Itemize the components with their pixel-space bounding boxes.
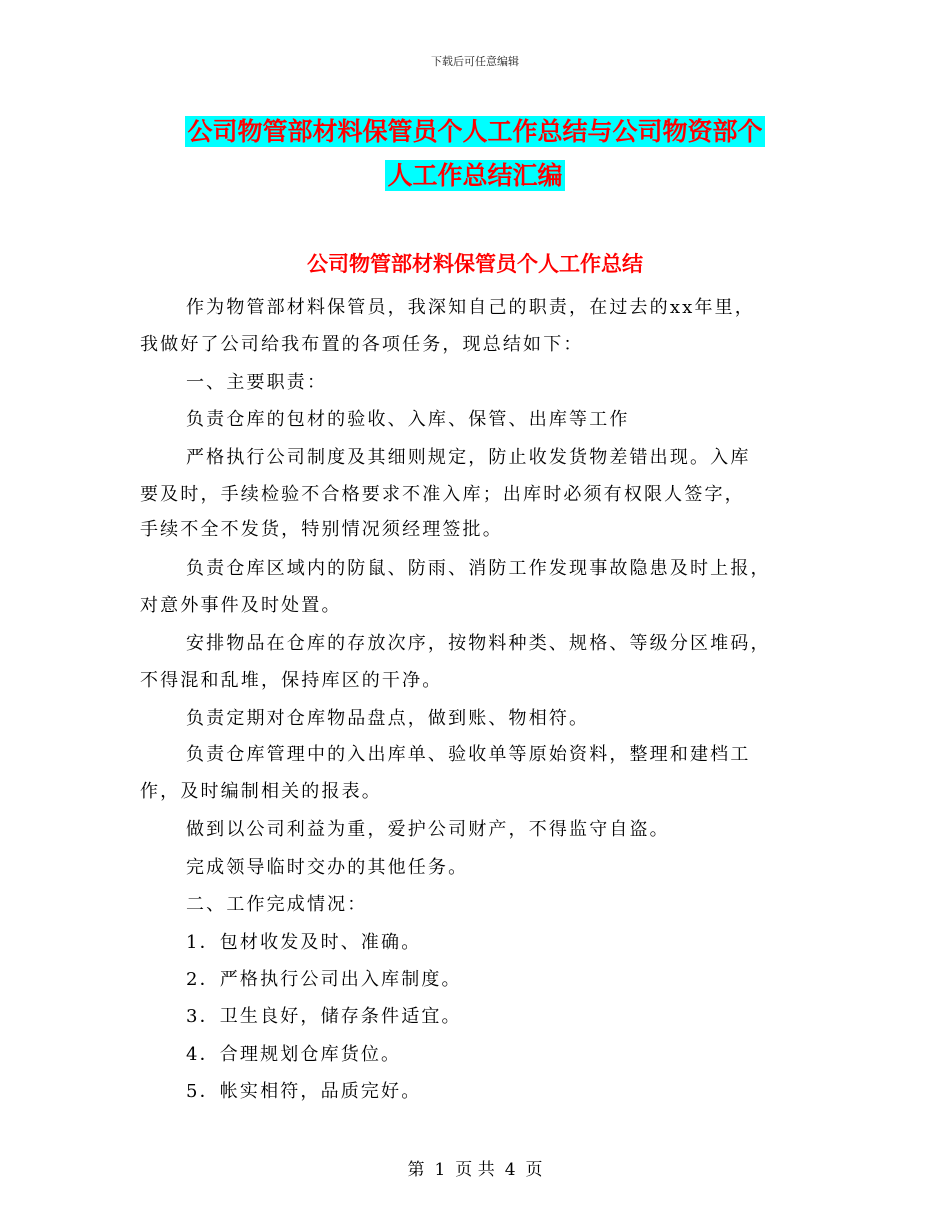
list-item: 1．包材收发及时、准确。 (186, 932, 422, 953)
body-line: 手续不全不发货，特别情况须经理签批。 (140, 519, 503, 540)
body-line: 安排物品在仓库的存放次序，按物料种类、规格、等级分区堆码， (186, 633, 771, 654)
body-line: 负责仓库管理中的入出库单、验收单等原始资料，整理和建档工 (186, 744, 751, 765)
body-line: 作为物管部材料保管员，我深知自己的职责，在过去的xx年里， (186, 297, 755, 318)
list-item: 4．合理规划仓库货位。 (186, 1044, 402, 1065)
body-line: 不得混和乱堆，保持库区的干净。 (140, 670, 443, 691)
list-item: 2．严格执行公司出入库制度。 (186, 969, 462, 990)
page-number (0, 1155, 950, 1180)
title-highlight-1: 公司物管部材料保管员个人工作总结与公司物资部个 (187, 117, 763, 146)
list-item: 3．卫生良好，储存条件适宜。 (186, 1006, 462, 1027)
body-line: 我做好了公司给我布置的各项任务，现总结如下： (140, 334, 584, 355)
current-page: 1 (434, 1160, 446, 1180)
footer-prefix: 第 (407, 1160, 425, 1180)
body-line: 对意外事件及时处置。 (140, 595, 342, 616)
body-line: 要及时，手续检验不合格要求不准入库；出库时必须有权限人签字， (140, 484, 745, 505)
body-line: 做到以公司利益为重，爱护公司财产，不得监守自盗。 (186, 819, 670, 840)
body-line: 二、工作完成情况： (186, 894, 368, 915)
total-pages: 4 (504, 1160, 516, 1180)
footer-middle: 页 共 (455, 1160, 495, 1180)
section-title: 公司物管部材料保管员个人工作总结 (307, 252, 643, 276)
body-line: 负责仓库区域内的防鼠、防雨、消防工作发现事故隐患及时上报， (186, 558, 771, 579)
body-line: 作，及时编制相关的报表。 (140, 781, 382, 802)
body-line: 负责定期对仓库物品盘点，做到账、物相符。 (186, 708, 590, 729)
body-line: 完成领导临时交办的其他任务。 (186, 857, 469, 878)
list-item: 5．帐实相符，品质完好。 (186, 1081, 422, 1102)
footer-suffix: 页 (525, 1160, 543, 1180)
document-title-line-1 (0, 112, 950, 148)
header-note: 下载后可任意编辑 (431, 55, 519, 68)
title-highlight-2: 人工作总结汇编 (387, 161, 563, 190)
body-line: 负责仓库的包材的验收、入库、保管、出库等工作 (186, 409, 630, 430)
document-title-line-2 (0, 156, 950, 192)
body-line: 一、主要职责： (186, 372, 328, 393)
body-line: 严格执行公司制度及其细则规定，防止收发货物差错出现。入库 (186, 447, 751, 468)
